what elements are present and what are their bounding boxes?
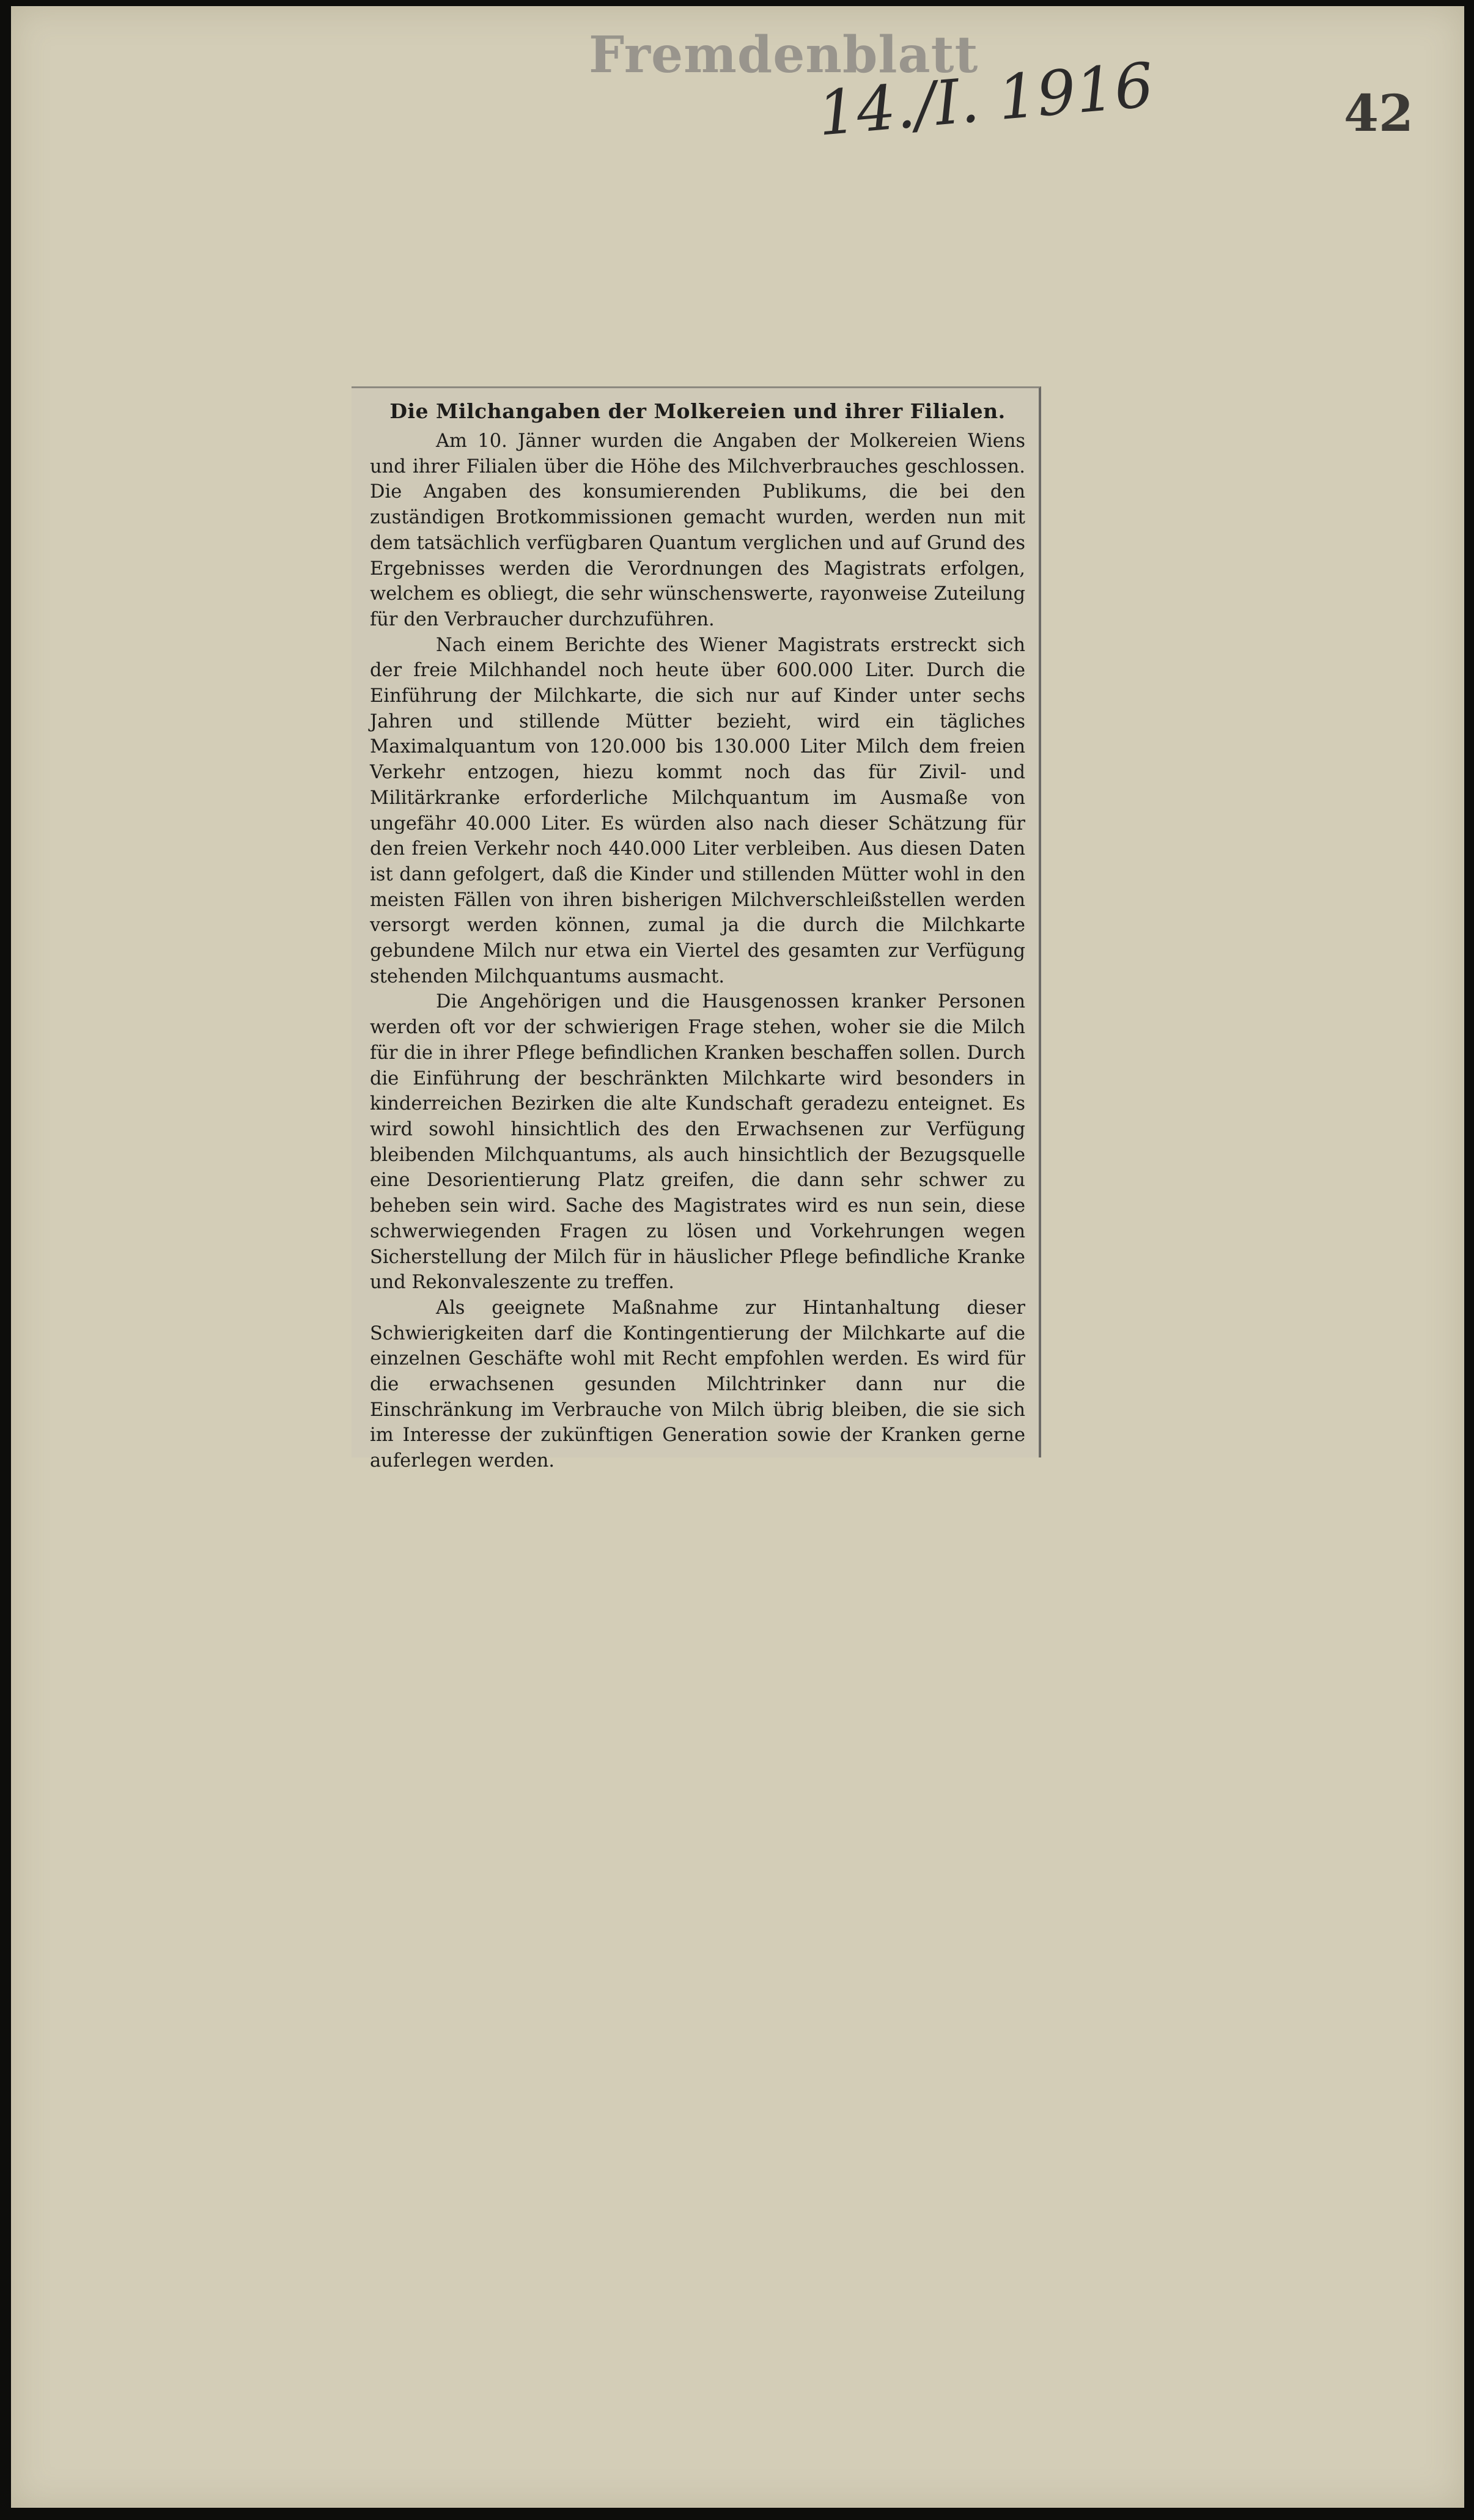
newspaper-clipping — [352, 386, 1041, 1472]
handwritten-date: 14./I. 1916 — [814, 49, 1157, 150]
newspaper-stamp: Fremdenblatt — [589, 26, 979, 84]
article-paragraph-4: Als geeignete Maßnahme zur Hintanhaltung dieser Schwierigkeiten darf die Kontingentierung der Milchkarte auf die einzelnen Geschäfte wohl mit Recht empfohlen werden. Es wird für die erwachsenen gesunden Milchtrinker dann nur die Einschränkung im Verbrauche von Milch übrig bleiben, die sie sich im Interesse der zukünftigen Generation sowie der Kranken gerne auferlegen werden. — [370, 1297, 1025, 1472]
page-number: 42 — [1344, 84, 1414, 143]
article-paragraph-1: Am 10. Jänner wurden die Angaben der Molkereien Wiens und ihrer Filialen über die Höhe des Milchverbrauches geschlossen. Die Angaben des konsumierenden Publikums, die bei den zuständigen Brotkommissionen gemacht wurden, werden nun mit dem tatsächlich verfügbaren Quantum verglichen und auf Grund des Ergebnisses werden die Verordnungen des Magistrats erfolgen, welchem es obliegt, die sehr wünschenswerte, rayonweise Zuteilung für den Verbraucher durchzuführen. — [370, 430, 1025, 630]
article-paragraph-3: Die Angehörigen und die Hausgenossen kranker Personen werden oft vor der schwierigen Frage stehen, woher sie die Milch für die in ihrer Pflege befindlichen Kranken beschaffen sollen. Durch die Einführung der beschränkten Milchkarte wird besonders in kinderreichen Bezirken die alte Kundschaft geradezu enteignet. Es wird sowohl hinsichtlich des den Erwachsenen zur Verfügung bleibenden Milchquantums, als auch hinsichtlich der Bezugsquelle eine Desorientierung Platz greifen, die dann sehr schwer zu beheben sein wird. Sache des Magistrates wird es nun sein, diese schwerwiegenden Fragen zu lösen und Vorkehrungen wegen Sicherstellung der Milch für in häuslicher Pflege befindliche Kranke und Rekonvaleszente zu treffen. — [370, 991, 1025, 1294]
article-title: Die Milchangaben der Molkereien und ihrer Filialen. — [389, 399, 1006, 423]
article-paragraph-2: Nach einem Berichte des Wiener Magistrats erstreckt sich der freie Milchhandel noch heute über 600.000 Liter. Durch die Einführung der Milchkarte, die sich nur auf Kinder unter sechs Jahren und stillende Mütter bezieht, wird ein tägliches Maximalquantum von 120.000 bis 130.000 Liter Milch dem freien Verkehr entzogen, hiezu kommt noch das für Zivil- und Militärkranke erforderliche Milchquantum im Ausmaße von ungefähr 40.000 Liter. Es würden also nach dieser Schätzung für den freien Verkehr noch 440.000 Liter verbleiben. Aus diesen Daten ist dann gefolgert, daß die Kinder und stillenden Mütter wohl in den meisten Fällen von ihren bisherigen Milchverschleißstellen werden versorgt werden können, zumal ja die durch die Milchkarte gebundene Milch nur etwa ein Viertel des gesamten zur Verfügung stehenden Milchquantums ausmacht. — [370, 634, 1025, 987]
